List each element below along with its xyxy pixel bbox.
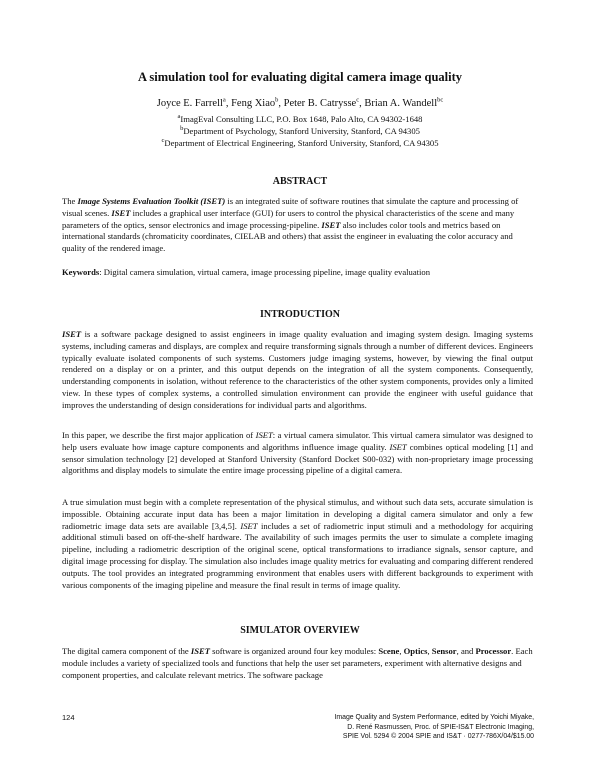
author-separator: , — [359, 98, 365, 109]
intro-text: Imaging systems systems, including cameras and displays, are complex and require transforming signals through a — [62, 329, 533, 351]
overview-text: Optics — [403, 646, 428, 656]
overview-text: , — [399, 646, 404, 656]
author-name: Peter B. Catrysse — [283, 98, 357, 109]
abstract-text: ISET — [111, 207, 131, 218]
overview-text: Scene — [378, 646, 400, 656]
author-affiliation-mark: a — [222, 96, 226, 104]
footer-line: SPIE Vol. 5294 © 2004 SPIE and IS&T · 0277-786X/04/$15.00 — [342, 733, 534, 740]
affiliation-list — [0, 113, 600, 149]
intro-text: camera simulator and only a few radiometric image data sets are available [3,4,5]. — [62, 508, 534, 531]
author-affiliation-mark: c — [356, 96, 360, 104]
abstract-text: processing of visual scenes. — [62, 196, 519, 218]
abstract-text: is an integrated suite of software routines that simulate the capture and — [225, 196, 471, 206]
affiliation-mark: a — [177, 113, 181, 121]
overview-text: , — [427, 646, 432, 656]
overview-text: experiment with alternative designs and component properties, and calculate relevant metrics. The software package — [62, 657, 522, 680]
intro-text: A true simulation must begin with a complete representation of the physical stimulus, and without such data sets, — [62, 497, 456, 507]
author-affiliation-mark: b — [275, 96, 279, 104]
overview-text: The digital camera component of the — [62, 646, 191, 656]
intro-text: simulation also includes image quality metrics for evaluating and comparing different rendered outputs. The tool — [62, 555, 534, 578]
intro-text: provides an integrated programming environment that enables users with different backgrounds to experiment with — [125, 567, 533, 578]
abstract-text: that assist the engineer in evaluating the color accuracy and quality of the rendered image. — [62, 231, 513, 254]
abstract-heading: ABSTRACT — [272, 176, 328, 187]
keywords-label: Keywords — [62, 267, 100, 277]
abstract-text: includes a graphical user interface (GUI) for users to control the physical — [130, 207, 384, 218]
intro-text: In this paper, we describe the first major application of — [62, 430, 256, 440]
intro-paragraph-1 — [62, 329, 533, 412]
intro-text: combines optical modeling [1] and sensor simulation technology [2] developed at Stanford University (Stanford Docket — [62, 441, 533, 464]
abstract-text: ISET — [321, 219, 341, 230]
footer-line: D. René Rasmussen, Proc. of SPIE-IS&T Electronic Imaging, — [347, 723, 534, 731]
abstract-text: Image Systems Evaluation Toolkit (ISET) — [77, 196, 226, 206]
intro-paragraph-2 — [62, 430, 533, 477]
intro-text: ISET — [389, 441, 407, 452]
introduction-heading: INTRODUCTION — [259, 309, 340, 320]
footer-line: Image Quality and System Performance, edited by Yoichi Miyake, — [334, 714, 534, 721]
intro-text: S00-032) with non-proprietary image processing algorithms and display models to simulate the entire image processing — [62, 453, 533, 476]
overview-text: Processor — [475, 646, 512, 656]
intro-text: design considerations for individual parts and algorithms. — [168, 399, 367, 410]
intro-text: ISET — [62, 329, 82, 339]
author-name: Brian A. Wandell — [364, 98, 438, 109]
overview-text: . Each module includes a variety of specialized tools and functions that help the user set parameters, — [62, 646, 533, 668]
footer-citation — [334, 713, 534, 742]
author-affiliation-mark: bc — [437, 96, 444, 104]
paper-title: A simulation tool for evaluating digital camera image quality — [137, 70, 463, 84]
intro-text: : a virtual camera simulator. This virtual camera simulator — [272, 430, 475, 440]
author-separator: , — [225, 98, 232, 109]
intro-text: ISET — [255, 430, 273, 440]
intro-text: the integration of all the system components. Consequently, understanding components in isolation, without reference to — [62, 364, 534, 387]
overview-text: ISET — [190, 646, 210, 656]
intro-text: scene, optical transformations to irradiance signals, sensor capture, and digital image processing for display. The — [62, 544, 534, 566]
author-separator: , — [278, 98, 284, 109]
abstract-text: The — [62, 196, 78, 206]
affiliation-line — [0, 113, 600, 125]
intro-text: accurate simulation is impossible. Obtaining accurate input data has been a major limitation in developing a digital — [62, 497, 533, 519]
affiliation-line — [0, 137, 600, 149]
affiliation-mark: c — [161, 137, 165, 145]
intro-text: ISET — [240, 520, 258, 531]
affiliation-text: Department of Electrical Engineering, Stanford University, Stanford, CA 94305 — [164, 138, 439, 148]
simulator-overview-heading: SIMULATOR OVERVIEW — [240, 625, 360, 636]
intro-text: the characteristics of the other system components, provides only a limited view. In these types of complex systems, a — [62, 376, 533, 398]
intro-text: controlled simulation environment can provide the engineer with useful guidance that improves the understanding of — [62, 387, 533, 410]
intro-text: various components of the imaging pipeline and measure the final result in terms of image quality. — [62, 579, 401, 590]
abstract-text: characteristics of the scene and many parameters of the optics, sensor electronics and image processing-pipeline. — [62, 207, 515, 230]
author-name: Feng Xiao — [231, 98, 276, 109]
intro-text: number of different devices. Engineers typically evaluate isolated components of such systems. Customers judge — [62, 340, 533, 363]
intro-paragraph-3 — [62, 497, 533, 591]
intro-text: is a software package designed to assist engineers in image quality evaluation and imaging system design. — [81, 329, 471, 339]
affiliation-text: Department of Psychology, Stanford University, Stanford, CA 94305 — [183, 126, 420, 136]
affiliation-text: ImagEval Consulting LLC, P.O. Box 1648, Palo Alto, CA 94302-1648 — [180, 114, 423, 124]
overview-text: Sensor — [431, 646, 457, 656]
author-name: Joyce E. Farrell — [156, 98, 223, 109]
intro-text: includes a set of radiometric — [257, 520, 364, 531]
intro-text: such images permits the user to simulate a complete imaging pipeline, including a radiometric description of the original — [62, 532, 533, 555]
affiliation-mark: b — [180, 125, 184, 133]
page-number: 124 — [62, 713, 75, 722]
overview-text: , and — [456, 646, 474, 656]
intro-text: was designed to help users evaluate how image capture components and algorithms influence image quality. — [62, 430, 533, 452]
simulator-overview-body — [62, 646, 533, 681]
keywords-text: : Digital camera simulation, virtual camera, image processing pipeline, image quality evaluation — [99, 267, 431, 277]
keywords-line — [62, 267, 533, 279]
overview-text: software is organized around four key modules: — [209, 646, 379, 656]
intro-text: imaging systems, however, by viewing the final output rendered on a display or on a printer, and this output depends on — [62, 352, 533, 375]
intro-text: pipeline of a digital camera. — [305, 465, 403, 476]
author-list — [0, 98, 600, 109]
affiliation-line — [0, 125, 600, 137]
abstract-text: also includes color tools and metrics based on international standards (chromaticity coordinates, CIELAB and others) — [62, 219, 501, 242]
intro-text: input stimuli and a methodology for acquiring additional stimuli based on off-the-shelf hardware. The availability of — [62, 520, 533, 543]
abstract-body — [62, 196, 533, 255]
